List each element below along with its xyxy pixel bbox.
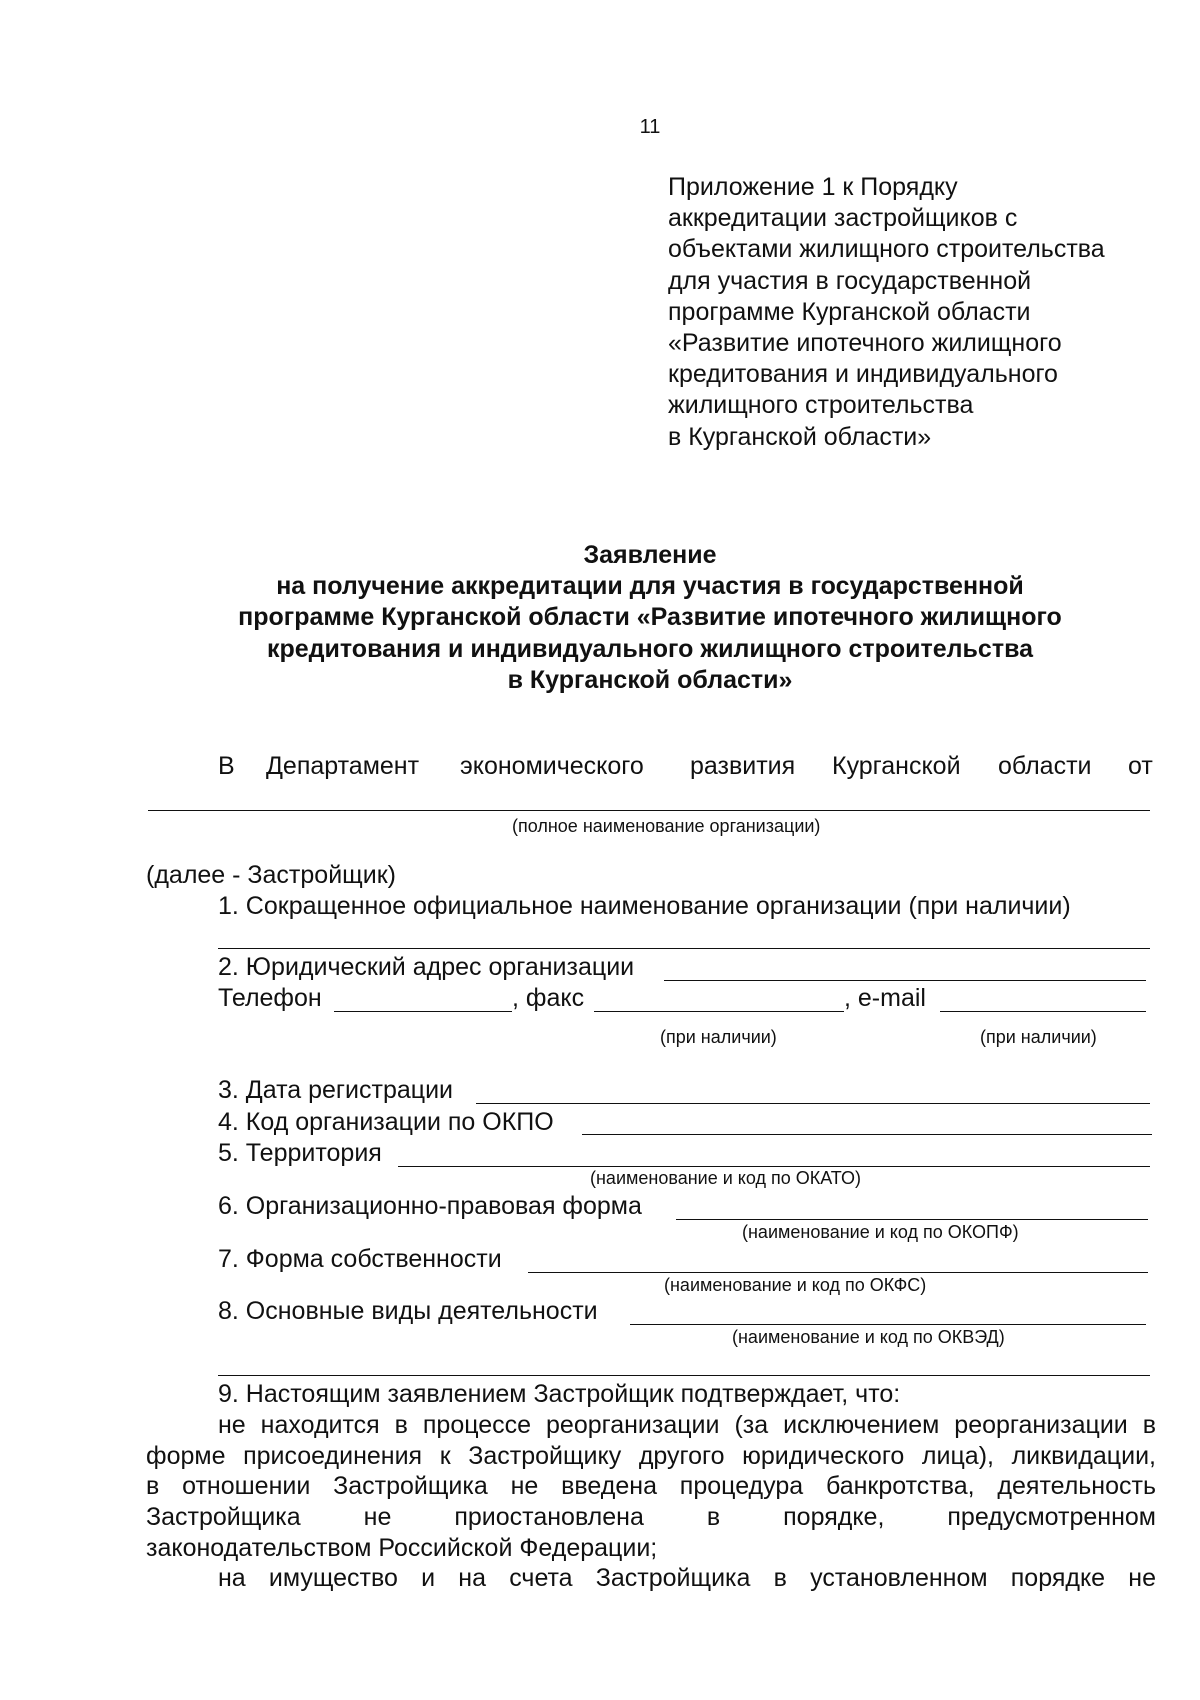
- item-1-label: 1. Сокращенное официальное наименование организации (при наличии): [218, 892, 1071, 920]
- document-title: [180, 540, 1120, 696]
- paragraph-line: на имущество и на счета Застройщика в установленном порядке не: [218, 1564, 1156, 1592]
- fax-field[interactable]: [594, 1011, 844, 1012]
- item-7-label: 7. Форма собственности: [218, 1245, 502, 1273]
- item-4-label: 4. Код организации по ОКПО: [218, 1108, 554, 1136]
- phone-field[interactable]: [334, 1011, 512, 1012]
- org-full-name-hint: (полное наименование организации): [512, 816, 821, 836]
- phone-label: Телефон: [218, 984, 322, 1012]
- addressee-word: экономического: [460, 752, 644, 780]
- item-6-label: 6. Организационно-правовая форма: [218, 1192, 642, 1220]
- email-hint: (при наличии): [980, 1027, 1097, 1047]
- paragraph-line: форме присоединения к Застройщику другого юридического лица), ликвидации,: [146, 1442, 1156, 1470]
- paragraph-line: не находится в процессе реорганизации (за исключением реорганизации в: [218, 1411, 1156, 1439]
- addressee-word: от: [1128, 752, 1153, 780]
- okpo-field[interactable]: [582, 1134, 1152, 1135]
- paragraph-line: Застройщика не приостановлена в порядке, предусмотренном: [146, 1503, 1156, 1531]
- hereinafter-note: (далее - Застройщик): [146, 861, 396, 889]
- registration-date-field[interactable]: [476, 1103, 1150, 1104]
- item-3-label: 3. Дата регистрации: [218, 1076, 453, 1104]
- activities-field[interactable]: [630, 1324, 1146, 1325]
- paragraph-line: законодательством Российской Федерации;: [146, 1534, 658, 1562]
- addressee-word: области: [998, 752, 1092, 780]
- title-line: на получение аккредитации для участия в государственной: [276, 572, 1024, 601]
- legal-address-field[interactable]: [664, 980, 1146, 981]
- item-8-hint: (наименование и код по ОКВЭД): [732, 1327, 1005, 1347]
- fax-label: , факс: [512, 984, 585, 1012]
- addressee-word: Курганской: [832, 752, 961, 780]
- addressee-word: В: [218, 752, 235, 780]
- email-label: , e-mail: [844, 984, 926, 1012]
- activities-field-continued[interactable]: [218, 1375, 1150, 1376]
- item-2-label: 2. Юридический адрес организации: [218, 953, 635, 981]
- appendix-reference: [668, 172, 1105, 453]
- appendix-line: объектами жилищного строительства: [668, 235, 1105, 264]
- org-full-name-field[interactable]: [148, 810, 1150, 811]
- item-9-label: 9. Настоящим заявлением Застройщик подтверждает, что:: [218, 1380, 901, 1408]
- appendix-line: «Развитие ипотечного жилищного: [668, 329, 1062, 358]
- short-name-field[interactable]: [218, 948, 1150, 949]
- email-field[interactable]: [940, 1011, 1146, 1012]
- page-number: 11: [639, 116, 661, 138]
- appendix-line: аккредитации застройщиков с: [668, 204, 1018, 233]
- title-line: программе Курганской области «Развитие ипотечного жилищного: [238, 603, 1062, 632]
- appendix-line: программе Курганской области: [668, 297, 1031, 326]
- fax-hint: (при наличии): [660, 1027, 777, 1047]
- appendix-line: в Курганской области»: [668, 422, 932, 451]
- paragraph-line: в отношении Застройщика не введена процедура банкротства, деятельность: [146, 1472, 1156, 1500]
- title-line: Заявление: [583, 541, 717, 569]
- appendix-line: Приложение 1 к Порядку: [668, 173, 958, 201]
- appendix-line: жилищного строительства: [668, 391, 974, 420]
- appendix-line: кредитования и индивидуального: [668, 360, 1058, 389]
- appendix-line: для участия в государственной: [668, 266, 1032, 295]
- item-7-hint: (наименование и код по ОКФС): [664, 1275, 927, 1295]
- legal-form-field[interactable]: [676, 1219, 1148, 1220]
- item-5-label: 5. Территория: [218, 1139, 382, 1167]
- item-5-hint: (наименование и код по ОКАТО): [590, 1168, 861, 1188]
- item-8-label: 8. Основные виды деятельности: [218, 1297, 598, 1325]
- ownership-form-field[interactable]: [528, 1272, 1148, 1273]
- title-line: в Курганской области»: [507, 665, 793, 694]
- addressee-word: развития: [690, 752, 796, 780]
- addressee-word: Департамент: [266, 752, 420, 780]
- item-6-hint: (наименование и код по ОКОПФ): [742, 1222, 1019, 1242]
- title-line: кредитования и индивидуального жилищного строительства: [266, 634, 1034, 663]
